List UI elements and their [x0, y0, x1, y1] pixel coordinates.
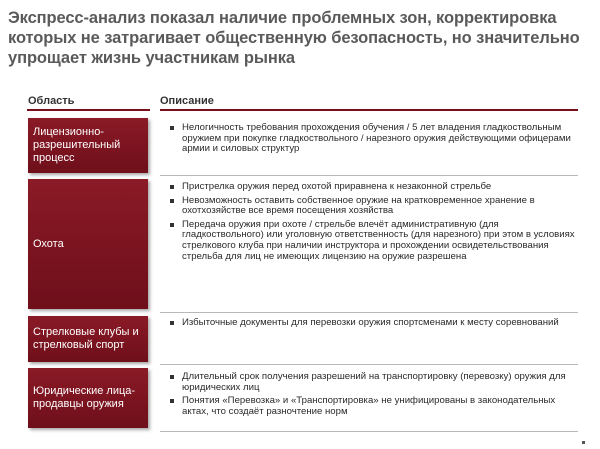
bullet-icon	[170, 399, 174, 403]
bullet-icon	[170, 199, 174, 203]
area-label: Юридические лица-продавцы оружия	[33, 385, 136, 410]
bullet-icon	[170, 126, 174, 130]
area-box-legal-entities	[28, 368, 148, 428]
list-item: Пристрелка оружия перед охотой приравнена к незаконной стрельбе	[170, 182, 578, 193]
row-divider	[160, 364, 578, 365]
description-hunting	[170, 182, 578, 265]
header-rule-description	[160, 109, 578, 111]
description-legal-entities	[170, 372, 578, 420]
list-item: Длительный срок получения разрешений на транспортировку (перевозку) оружия для юридических лиц	[170, 372, 578, 393]
description-shooting-clubs	[170, 318, 578, 332]
description-licensing	[170, 123, 578, 158]
list-item: Понятия «Перевозка» и «Транспортировка» не унифицированы в законодательных актах, что создаёт разночтение норм	[170, 396, 578, 417]
bullet-icon	[170, 321, 174, 325]
area-label: Лицензионно-разрешительный процесс	[33, 126, 121, 164]
area-box-shooting-clubs	[28, 316, 148, 362]
slide-title: Экспресс-анализ показал наличие проблемных зон, корректировка которых не затрагивает общественную безопасность, но значительно упрощает жизнь участникам рынка	[8, 9, 580, 67]
bullet-icon	[170, 223, 174, 227]
bullet-icon	[170, 375, 174, 379]
list-item: Невозможность оставить собственное оружие на кратковременное хранение в охотхозяйстве все время посещения хозяйства	[170, 196, 578, 217]
column-header-area: Область	[28, 95, 75, 107]
area-box-hunting	[28, 179, 148, 309]
row-divider	[160, 431, 578, 432]
area-label: Стрелковые клубы и стрелковый спорт	[33, 326, 139, 351]
list-item: Передача оружия при охоте / стрельбе влечёт административную (для гладкоствольного) или уголовную ответственность (для нарезного) при этом в условиях стрелкового клуба при наличии инструктора и прохождении освидетельствования стрельба для лиц не имеющих лицензию на оружие разрешена	[170, 220, 578, 262]
area-label: Охота	[33, 237, 64, 250]
list-item: Нелогичность требования прохождения обучения / 5 лет владения гладкоствольным оружием при покупке гладкоствольного / нарезного оружия действующими офицерами армии и силовых структур	[170, 123, 578, 155]
column-header-description: Описание	[160, 95, 214, 107]
list-item: Избыточные документы для перевозки оружия спортсменами к месту соревнований	[170, 318, 578, 329]
page-marker	[582, 441, 585, 444]
header-rule-area	[27, 109, 150, 111]
row-divider	[160, 312, 578, 313]
row-divider	[160, 175, 578, 176]
area-box-licensing	[28, 118, 148, 173]
bullet-icon	[170, 185, 174, 189]
